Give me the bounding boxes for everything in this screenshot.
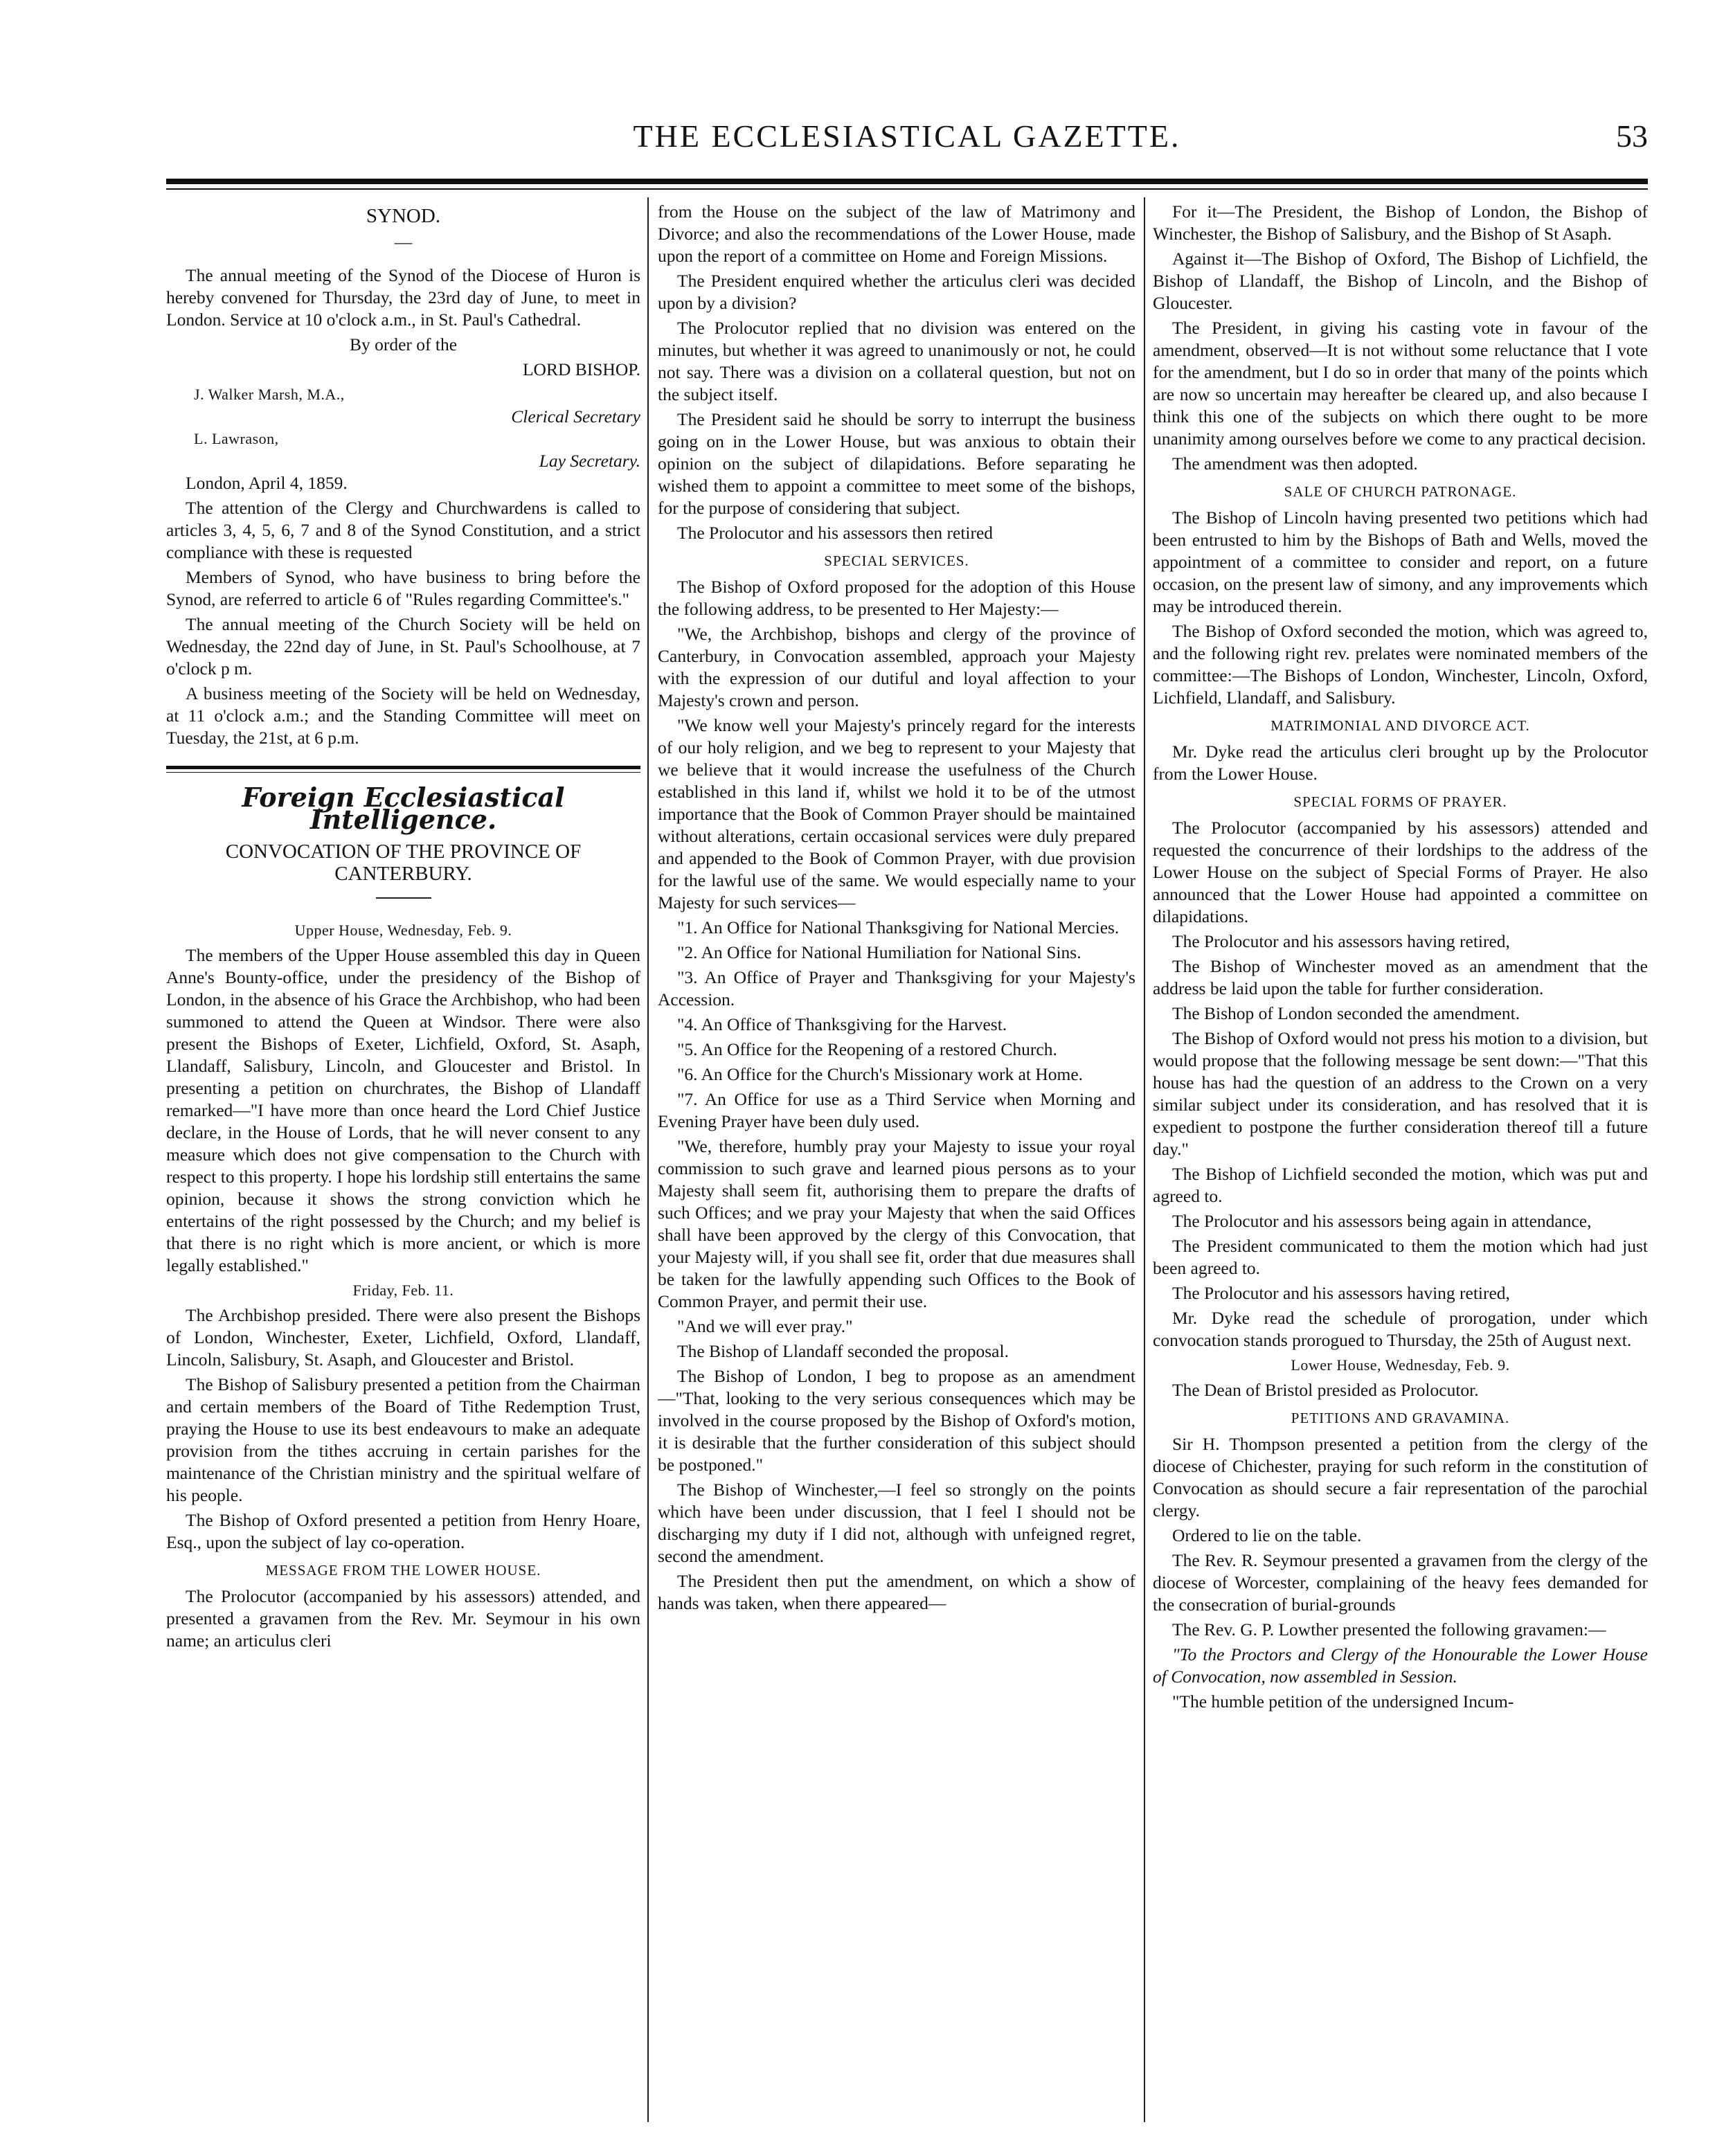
special-services-heading: SPECIAL SERVICES. xyxy=(824,553,969,569)
list-item-6: "6. An Office for the Church's Missionary work at Home. xyxy=(677,1064,1084,1084)
col3-paragraph-13: The Bishop of Lichfield seconded the motion, which was put and agreed to. xyxy=(1153,1164,1648,1206)
col2-paragraph-4: The President said he should be sorry to interrupt the business going on in the Lower House, but was anxious to obtain their opinion on the subject of dilapidations. Before separating he wished them to appoint a committee to meet some of the bishops, for the purpose of considering that subject. xyxy=(658,409,1135,518)
col3-paragraph-22: The Rev. G. P. Lowther presented the following gravamen:— xyxy=(1172,1619,1606,1640)
col2-paragraph-2: The President enquired whether the articulus cleri was decided upon by a division? xyxy=(658,271,1135,313)
col2-paragraph-6: The Bishop of Oxford proposed for the adoption of this House the following address, to be presented to Her Majesty:— xyxy=(658,577,1135,619)
signature-2-name: L. Lawrason, xyxy=(194,430,279,447)
synod-dash: — xyxy=(394,232,413,252)
list-item-5: "5. An Office for the Reopening of a restored Church. xyxy=(677,1039,1057,1059)
lord-bishop-line: LORD BISHOP. xyxy=(522,359,640,379)
synod-heading: SYNOD. xyxy=(366,205,441,227)
col3-paragraph-4: The amendment was then adopted. xyxy=(1172,453,1418,474)
petitions-heading: PETITIONS AND GRAVAMINA. xyxy=(1291,1410,1510,1426)
col2-paragraph-5: The Prolocutor and his assessors then retired xyxy=(677,523,994,543)
list-item-1: "1. An Office for National Thanksgiving for National Mercies. xyxy=(677,917,1120,937)
section-rule xyxy=(166,766,640,773)
column-1 xyxy=(166,201,640,2098)
lower-house-dateline: Lower House, Wednesday, Feb. 9. xyxy=(1291,1356,1510,1374)
matrimonial-heading: MATRIMONIAL AND DIVORCE ACT. xyxy=(1270,717,1530,734)
col3-paragraph-24: "The humble petition of the undersigned Incum- xyxy=(1172,1691,1514,1712)
list-item-4: "4. An Office of Thanksgiving for the Harvest. xyxy=(677,1014,1007,1034)
col2-paragraph-1: from the House on the subject of the law of Matrimony and Divorce; and also the recommendations of the Lower House, made upon the report of a committee on Home and Foreign Missions. xyxy=(658,201,1135,266)
col2-paragraph-9: "We, therefore, humbly pray your Majesty to issue your royal commission to such grave and learned pious persons as to your Majesty shall seem fit, authorising them to prepare the drafts of such Offices; and we pray your Majesty that when the said Offices shall have been approved by the clergy of this Convocation, that your Majesty will, if you shall see fit, order that due measures shall be taken for the lawfully appending such Offices to the Book of Common Prayer, and permit their use. xyxy=(658,1136,1135,1311)
list-item-7: "7. An Office for use as a Third Service when Morning and Evening Prayer have been duly used. xyxy=(658,1089,1135,1131)
column-divider-2 xyxy=(1144,197,1145,2122)
column-2 xyxy=(658,201,1135,2098)
short-rule xyxy=(376,897,431,899)
col3-paragraph-15: The President communicated to them the motion which had just been agreed to. xyxy=(1153,1236,1648,1278)
col3-paragraph-8: The Prolocutor (accompanied by his assessors) attended and requested the concurrence of their lordships to the address of the Lower House on the subject of Special Forms of Prayer. He also announced that the Lower House had appointed a committee on dilapidations. xyxy=(1153,818,1648,926)
message-heading: MESSAGE FROM THE LOWER HOUSE. xyxy=(265,1562,541,1579)
upper-house-dateline: Upper House, Wednesday, Feb. 9. xyxy=(294,922,512,939)
col3-paragraph-3: The President, in giving his casting vote in favour of the amendment, observed—It is not without some reluctance that I vote for the amendment, but I do so in order that many of the points which are now so uncertain may hereafter be cleared up, and also because I think this one of the subjects on which there ought to be more unanimity among ourselves before we come to any practical decision. xyxy=(1153,318,1648,449)
col3-paragraph-12: The Bishop of Oxford would not press his motion to a division, but would propose that the following message be sent down:—"That this house has had the question of an address to the Crown on a very similar subject under its consideration, and has resolved that it is expedient to postpone the further consideration thereof till a future day." xyxy=(1153,1028,1648,1159)
page-header xyxy=(166,118,1648,173)
col3-paragraph-20: Ordered to lie on the table. xyxy=(1172,1525,1362,1545)
col2-paragraph-8: "We know well your Majesty's princely regard for the interests of our holy religion, and we beg to represent to your Majesty that we believe that it would increase the usefulness of the Church established in this land if, whilst we hold it to be of the utmost importance that the Book of Common Prayer should be maintained without alterations, certain occasional services were duly prepared and appended to the Book of Common Prayer, with due provision for the lawful use of the same. We would especially name to your Majesty for such services— xyxy=(658,715,1135,913)
col2-paragraph-3: The Prolocutor replied that no division was entered on the minutes, but whether it was agreed to unanimously or not, he could not say. There was a division on a collateral question, but not on the subject itself. xyxy=(658,318,1135,404)
col3-paragraph-14: The Prolocutor and his assessors being again in attendance, xyxy=(1172,1211,1592,1231)
col1-paragraph-2: The attention of the Clergy and Churchwardens is called to articles 3, 4, 5, 6, 7 and 8 of the Synod Constitution, and a strict compliance with these is requested xyxy=(166,498,640,562)
column-divider-1 xyxy=(647,197,649,2122)
list-item-3: "3. An Office of Prayer and Thanksgiving for your Majesty's Accession. xyxy=(658,967,1135,1009)
list-item-2: "2. An Office for National Humiliation for National Sins. xyxy=(677,942,1081,962)
col3-paragraph-5: The Bishop of Lincoln having presented two petitions which had been entrusted to him by the Bishops of Bath and Wells, moved the appointment of a committee to consider and report, on a future occasion, on the present law of simony, and any improvements which may be introduced therein. xyxy=(1153,507,1648,616)
col1-paragraph-4: The annual meeting of the Church Society will be held on Wednesday, the 22nd day of June, in St. Paul's Schoolhouse, at 7 o'clock p m. xyxy=(166,614,640,679)
header-rule-thick xyxy=(166,179,1648,184)
col1-paragraph-10: The Prolocutor (accompanied by his assessors) attended, and presented a gravamen from the Rev. Mr. Seymour in his own name; an articulus cleri xyxy=(166,1586,640,1651)
col3-paragraph-6: The Bishop of Oxford seconded the motion, which was agreed to, and the following right rev. prelates were nominated members of the committee:—The Bishops of London, Winchester, Lincoln, Oxford, Lichfield, Llandaff, and Salisbury. xyxy=(1153,621,1648,708)
col3-paragraph-7: Mr. Dyke read the articulus cleri brought up by the Prolocutor from the Lower House. xyxy=(1153,742,1648,784)
col1-paragraph-8: The Bishop of Salisbury presented a petition from the Chairman and certain members of the Board of Tithe Redemption Trust, praying the House to use its best endeavours to make an adequate provision from the tithes accruing in certain parishes for the maintenance of the Christian ministry and the spiritual welfare of his people. xyxy=(166,1374,640,1505)
special-forms-heading: SPECIAL FORMS OF PRAYER. xyxy=(1293,793,1507,810)
col2-paragraph-14: The President then put the amendment, on which a show of hands was taken, when there appeared— xyxy=(658,1571,1135,1613)
sale-heading: SALE OF CHURCH PATRONAGE. xyxy=(1284,483,1517,500)
col3-paragraph-17: Mr. Dyke read the schedule of prorogation, under which convocation stands prorogued to Thursday, the 25th of August next. xyxy=(1153,1308,1648,1350)
col3-paragraph-11: The Bishop of London seconded the amendment. xyxy=(1172,1003,1520,1023)
foreign-intelligence-heading: Foreign Ecclesiastical Intelligence. xyxy=(242,782,565,835)
col3-paragraph-19: Sir H. Thompson presented a petition from the clergy of the diocese of Chichester, praying for such reform in the constitution of Convocation as should secure a fair representation of the parochial clergy. xyxy=(1153,1434,1648,1520)
col2-paragraph-13: The Bishop of Winchester,—I feel so strongly on the points which have been under discussion, that I feel I should not be discharging my duty if I did not, although with unfeigned regret, second the amendment. xyxy=(658,1480,1135,1566)
friday-dateline: Friday, Feb. 11. xyxy=(352,1282,454,1299)
by-order-line: By order of the xyxy=(349,334,458,354)
col3-paragraph-1: For it—The President, the Bishop of London, the Bishop of Winchester, the Bishop of Salisbury, and the Bishop of St Asaph. xyxy=(1153,201,1648,244)
col1-paragraph-3: Members of Synod, who have business to bring before the Synod, are referred to article 6 of "Rules regarding Committee's." xyxy=(166,567,640,609)
col1-paragraph-5: A business meeting of the Society will be held on Wednesday, at 11 o'clock a.m.; and the Standing Committee will meet on Tuesday, the 21st, at 6 p.m. xyxy=(166,683,640,748)
header-rule-thin xyxy=(166,188,1648,190)
dateline: London, April 4, 1859. xyxy=(186,473,348,493)
signature-2-title: Lay Secretary. xyxy=(539,451,640,471)
col2-paragraph-10: "And we will ever pray." xyxy=(677,1316,853,1336)
col3-paragraph-10: The Bishop of Winchester moved as an amendment that the address be laid upon the table for further consideration. xyxy=(1153,956,1648,998)
col3-paragraph-9: The Prolocutor and his assessors having retired, xyxy=(1172,931,1510,951)
synod-paragraph: The annual meeting of the Synod of the Diocese of Huron is hereby convened for Thursday, the 23rd day of June, to meet in London. Service at 10 o'clock a.m., in St. Paul's Cathedral. xyxy=(166,265,640,330)
page-number: 53 xyxy=(1616,118,1648,154)
signature-1-title: Clerical Secretary xyxy=(511,406,640,426)
col3-paragraph-18: The Dean of Bristol presided as Prolocutor. xyxy=(1172,1380,1479,1400)
col1-paragraph-6: The members of the Upper House assembled this day in Queen Anne's Bounty-office, under the presidency of the Bishop of London, in the absence of his Grace the Archbishop, who had been summoned to attend the Queen at Windsor. There were also present the Bishops of Exeter, Lichfield, Oxford, St. Asaph, Llandaff, Salisbury, Lincoln, and Gloucester and Bristol. In presenting a petition on churchrates, the Bishop of Llandaff remarked—"I have more than once heard the Lord Chief Justice declare, in the House of Lords, that he will never consent to any measure which does not give compensation to the Church with respect to this property. I hope his lordship still entertains the same opinion, because it shows the strong conviction which he entertains of the right possessed by the Church; and my belief is that there is no right which is more ancient, or which is more legally established." xyxy=(166,945,640,1275)
col1-paragraph-9: The Bishop of Oxford presented a petition from Henry Hoare, Esq., upon the subject of lay co-operation. xyxy=(166,1510,640,1552)
convocation-heading: CONVOCATION OF THE PROVINCE OF CANTERBURY. xyxy=(225,841,582,885)
col3-paragraph-21: The Rev. R. Seymour presented a gravamen from the clergy of the diocese of Worcester, complaining of the heavy fees demanded for the consecration of burial-grounds xyxy=(1153,1550,1648,1615)
col2-paragraph-7: "We, the Archbishop, bishops and clergy of the province of Canterbury, in Convocation assembled, approach your Majesty with the expression of our dutiful and loyal affection to your Majesty's crown and person. xyxy=(658,624,1135,710)
signature-1-name: J. Walker Marsh, M.A., xyxy=(194,386,345,403)
col3-paragraph-23: "To the Proctors and Clergy of the Honourable the Lower House of Convocation, now assembled in Session. xyxy=(1153,1644,1648,1687)
col2-paragraph-11: The Bishop of Llandaff seconded the proposal. xyxy=(677,1341,1009,1361)
col2-paragraph-12: The Bishop of London, I beg to propose as an amendment—"That, looking to the very serious consequences which may be involved in the course proposed by the Bishop of Oxford's motion, it is desirable that the further consideration of this subject should be postponed." xyxy=(658,1366,1135,1475)
page-title: THE ECCLESIASTICAL GAZETTE. xyxy=(633,118,1181,154)
col3-paragraph-2: Against it—The Bishop of Oxford, The Bishop of Lichfield, the Bishop of Llandaff, the Bishop of Lincoln, and the Bishop of Gloucester. xyxy=(1153,249,1648,313)
column-3 xyxy=(1153,201,1648,2098)
col3-paragraph-16: The Prolocutor and his assessors having retired, xyxy=(1172,1283,1510,1303)
col1-paragraph-7: The Archbishop presided. There were also present the Bishops of London, Winchester, Exeter, Lichfield, Oxford, Llandaff, Lincoln, Salisbury, St. Asaph, and Gloucester and Bristol. xyxy=(166,1305,640,1369)
